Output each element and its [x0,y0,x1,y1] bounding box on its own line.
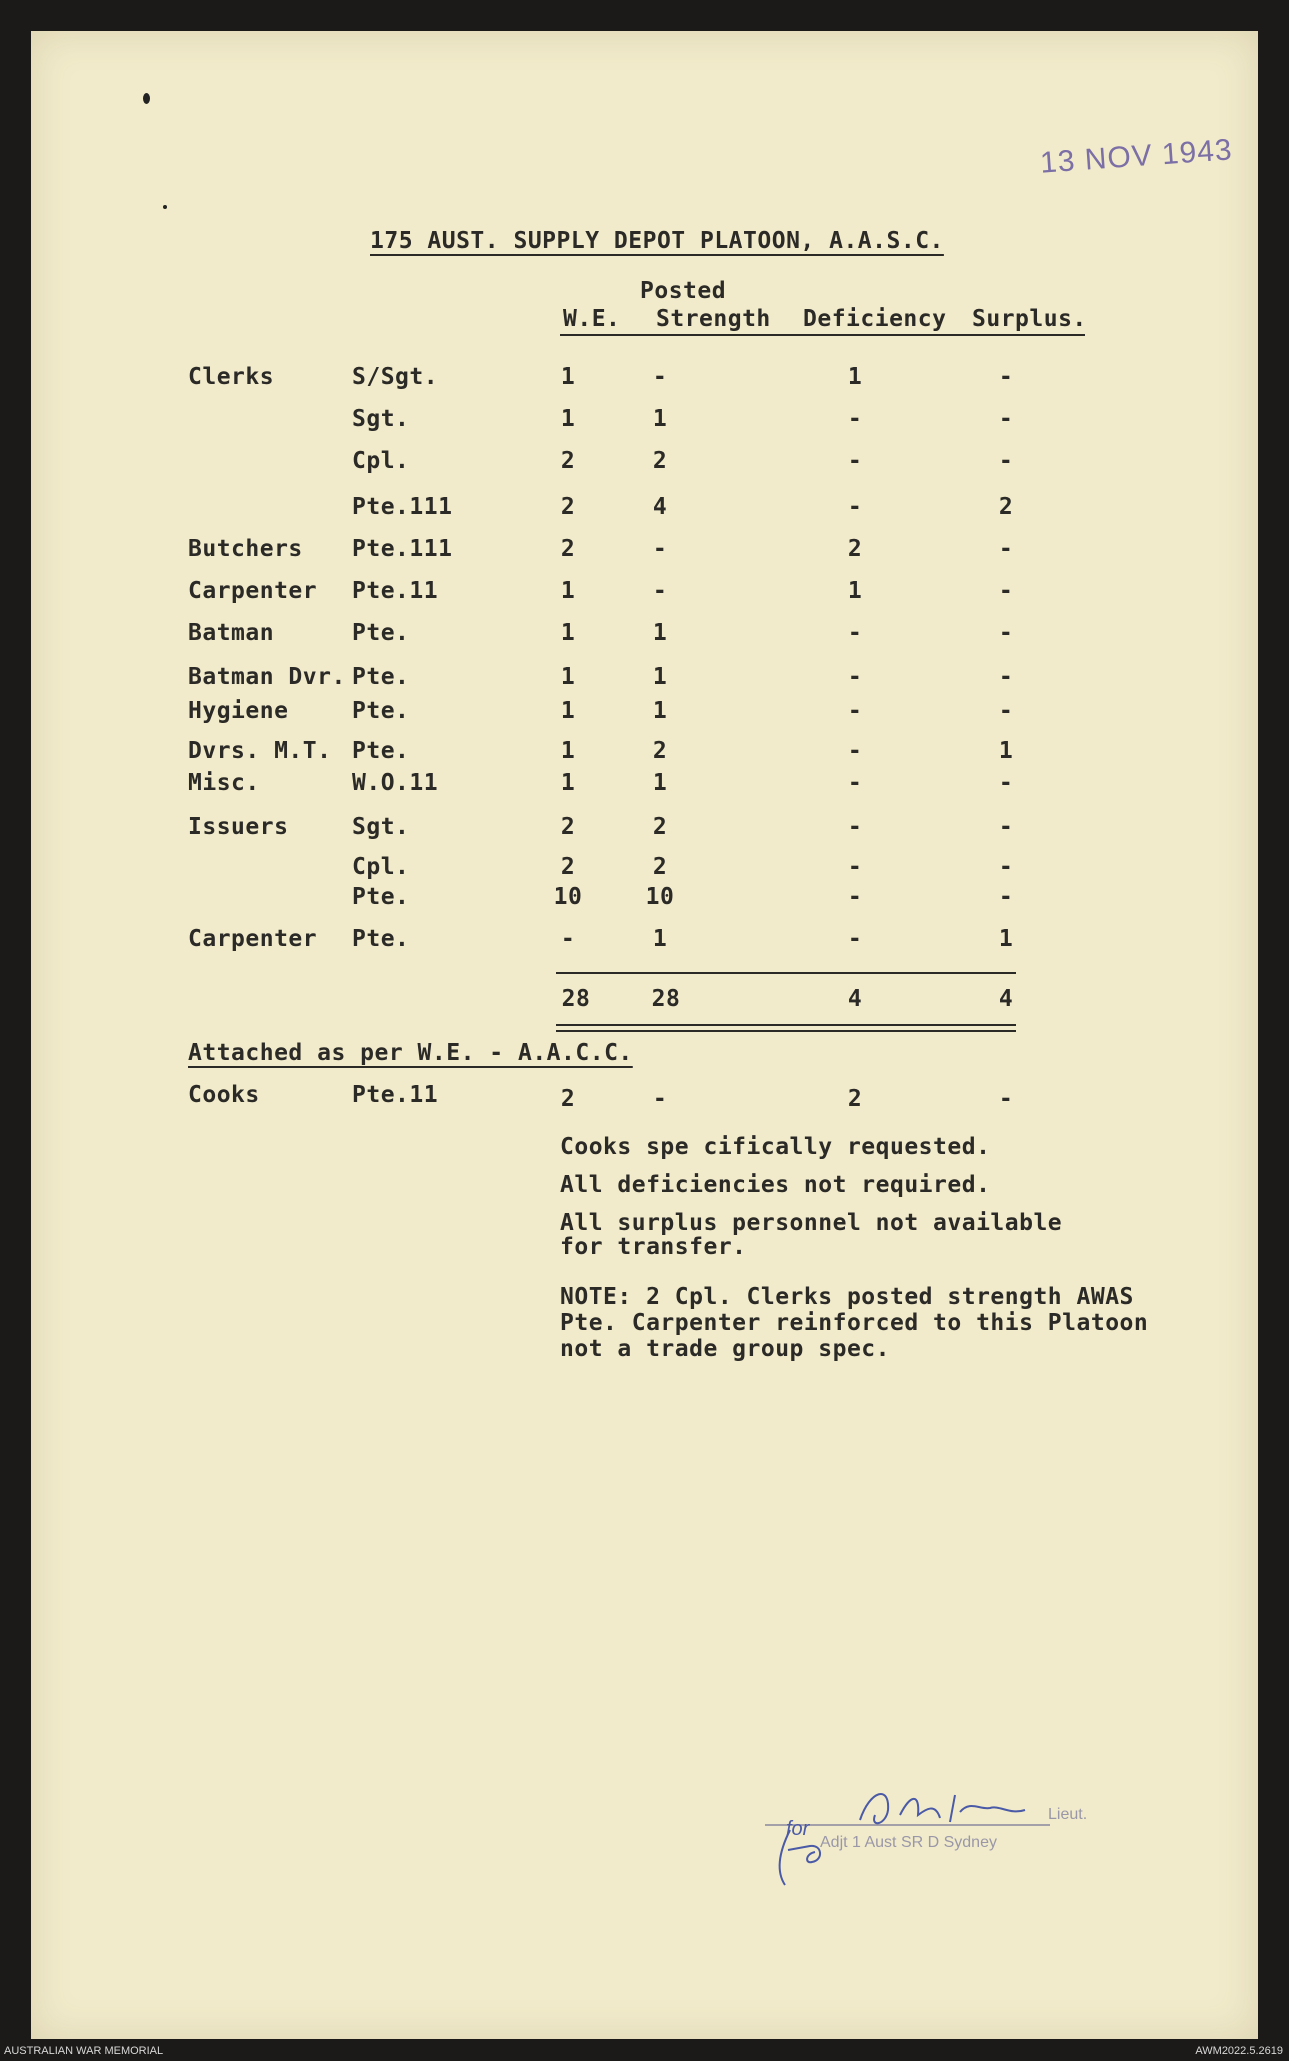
table-cell-deficiency: - [847,698,863,724]
table-cell-posted: 2 [652,448,668,474]
table-cell-deficiency: - [847,448,863,474]
total-surplus: 4 [998,986,1014,1012]
table-cell-we: 1 [560,406,576,432]
table-cell-surplus: - [998,884,1014,910]
table-cell-rank: Cpl. [352,448,410,474]
note-line-3: All surplus personnel not available [560,1210,1063,1236]
table-cell-rank: Sgt. [352,814,410,840]
table-cell-group: Batman [188,620,275,646]
table-cell-rank: Pte. [352,698,410,724]
table-cell-deficiency: - [847,814,863,840]
table-cell-surplus: - [998,814,1014,840]
table-cell-group: Issuers [188,814,289,840]
table-cell-group: Dvrs. M.T. [188,738,332,764]
table-cell-surplus: - [998,578,1014,604]
ink-mark [163,205,167,209]
table-cell-surplus: - [998,364,1014,390]
table-cell-surplus: - [998,770,1014,796]
table-cell-surplus: - [998,406,1014,432]
attached-group: Cooks [188,1082,260,1108]
footer-accession-number: AWM2022.5.2619 [1195,2045,1283,2057]
table-cell-surplus: 1 [998,738,1014,764]
table-cell-deficiency: 1 [847,578,863,604]
table-cell-posted: - [652,364,668,390]
note-line-2: All deficiencies not required. [560,1172,991,1198]
header-posted-top: Posted [640,278,727,304]
note-line-1: Cooks spe cifically requested. [560,1134,991,1160]
table-cell-rank: S/Sgt. [352,364,439,390]
table-cell-we: 2 [560,854,576,880]
attached-heading: Attached as per W.E. - A.A.C.C. [188,1040,633,1066]
total-rule-bottom-2 [556,1030,1016,1032]
table-cell-surplus: 2 [998,494,1014,520]
table-cell-posted: - [652,578,668,604]
total-posted: 28 [651,986,681,1012]
note-line-5: NOTE: 2 Cpl. Clerks posted strength AWAS [560,1284,1134,1310]
table-cell-rank: Pte. [352,664,410,690]
table-cell-rank: Cpl. [352,854,410,880]
ink-mark [143,93,150,104]
header-we: W.E. [563,306,621,332]
table-cell-posted: 1 [652,770,668,796]
footer-institution: AUSTRALIAN WAR MEMORIAL [4,2045,164,2057]
table-cell-posted: 1 [652,664,668,690]
table-cell-rank: Pte.111 [352,536,453,562]
table-cell-we: 1 [560,578,576,604]
table-cell-we: 10 [553,884,583,910]
header-surplus: Surplus. [972,306,1087,332]
note-line-6: Pte. Carpenter reinforced to this Platoon [560,1310,1149,1336]
table-cell-deficiency: - [847,406,863,432]
table-cell-we: 1 [560,738,576,764]
header-deficiency: Deficiency [803,306,947,332]
table-cell-surplus: - [998,620,1014,646]
table-cell-deficiency: - [847,884,863,910]
total-rule-top [556,972,1016,974]
document-page [31,31,1258,2039]
attached-rank: Pte.11 [352,1082,439,1108]
table-cell-rank: Pte. [352,926,410,952]
table-cell-we: 2 [560,494,576,520]
table-cell-posted: 4 [652,494,668,520]
table-cell-deficiency: - [847,926,863,952]
table-cell-deficiency: - [847,620,863,646]
table-cell-posted: - [652,536,668,562]
table-cell-we: 2 [560,536,576,562]
table-cell-deficiency: 2 [847,536,863,562]
note-line-4: for transfer. [560,1234,747,1260]
table-cell-we: 1 [560,364,576,390]
header-posted-bottom: Strength [656,306,771,332]
signature-office: Adjt 1 Aust SR D Sydney [820,1834,997,1851]
table-cell-posted: 2 [652,814,668,840]
table-cell-rank: Pte.111 [352,494,453,520]
note-line-7: not a trade group spec. [560,1336,890,1362]
table-cell-group: Butchers [188,536,303,562]
table-cell-posted: 1 [652,698,668,724]
table-cell-group: Carpenter [188,926,318,952]
table-cell-we: 2 [560,448,576,474]
table-cell-we: 1 [560,770,576,796]
total-we: 28 [561,986,591,1012]
table-cell-deficiency: - [847,738,863,764]
table-cell-rank: Pte.11 [352,578,439,604]
attached-surplus: - [998,1086,1014,1112]
table-cell-deficiency: - [847,664,863,690]
table-cell-surplus: - [998,854,1014,880]
table-cell-deficiency: - [847,494,863,520]
table-cell-surplus: - [998,664,1014,690]
attached-we: 2 [560,1086,576,1112]
attached-posted: - [652,1086,668,1112]
table-cell-rank: Pte. [352,738,410,764]
table-cell-group: Carpenter [188,578,318,604]
table-cell-we: 1 [560,664,576,690]
signature-rank: Lieut. [1048,1806,1088,1823]
table-cell-posted: 1 [652,620,668,646]
table-cell-rank: Sgt. [352,406,410,432]
table-cell-we: 1 [560,698,576,724]
table-cell-group: Misc. [188,770,260,796]
total-deficiency: 4 [847,986,863,1012]
table-cell-posted: 1 [652,926,668,952]
table-cell-group: Batman Dvr. [188,664,346,690]
table-cell-posted: 1 [652,406,668,432]
table-cell-group: Hygiene [188,698,289,724]
total-rule-bottom-1 [556,1024,1016,1026]
table-cell-rank: Pte. [352,620,410,646]
signature-prefix: for [786,1818,810,1840]
table-cell-surplus: - [998,448,1014,474]
table-cell-posted: 2 [652,854,668,880]
table-cell-deficiency: - [847,770,863,796]
table-cell-rank: W.O.11 [352,770,439,796]
attached-deficiency: 2 [847,1086,863,1112]
header-underline [560,334,1085,336]
table-cell-posted: 10 [645,884,675,910]
table-cell-surplus: 1 [998,926,1014,952]
table-cell-rank: Pte. [352,884,410,910]
document-title: 175 AUST. SUPPLY DEPOT PLATOON, A.A.S.C. [370,228,944,254]
table-cell-deficiency: - [847,854,863,880]
table-cell-surplus: - [998,698,1014,724]
table-cell-surplus: - [998,536,1014,562]
table-cell-deficiency: 1 [847,364,863,390]
table-cell-we: - [560,926,576,952]
date-stamp: 13 NOV 1943 [1039,133,1234,180]
table-cell-posted: 2 [652,738,668,764]
table-cell-we: 2 [560,814,576,840]
table-cell-we: 1 [560,620,576,646]
table-cell-group: Clerks [188,364,275,390]
